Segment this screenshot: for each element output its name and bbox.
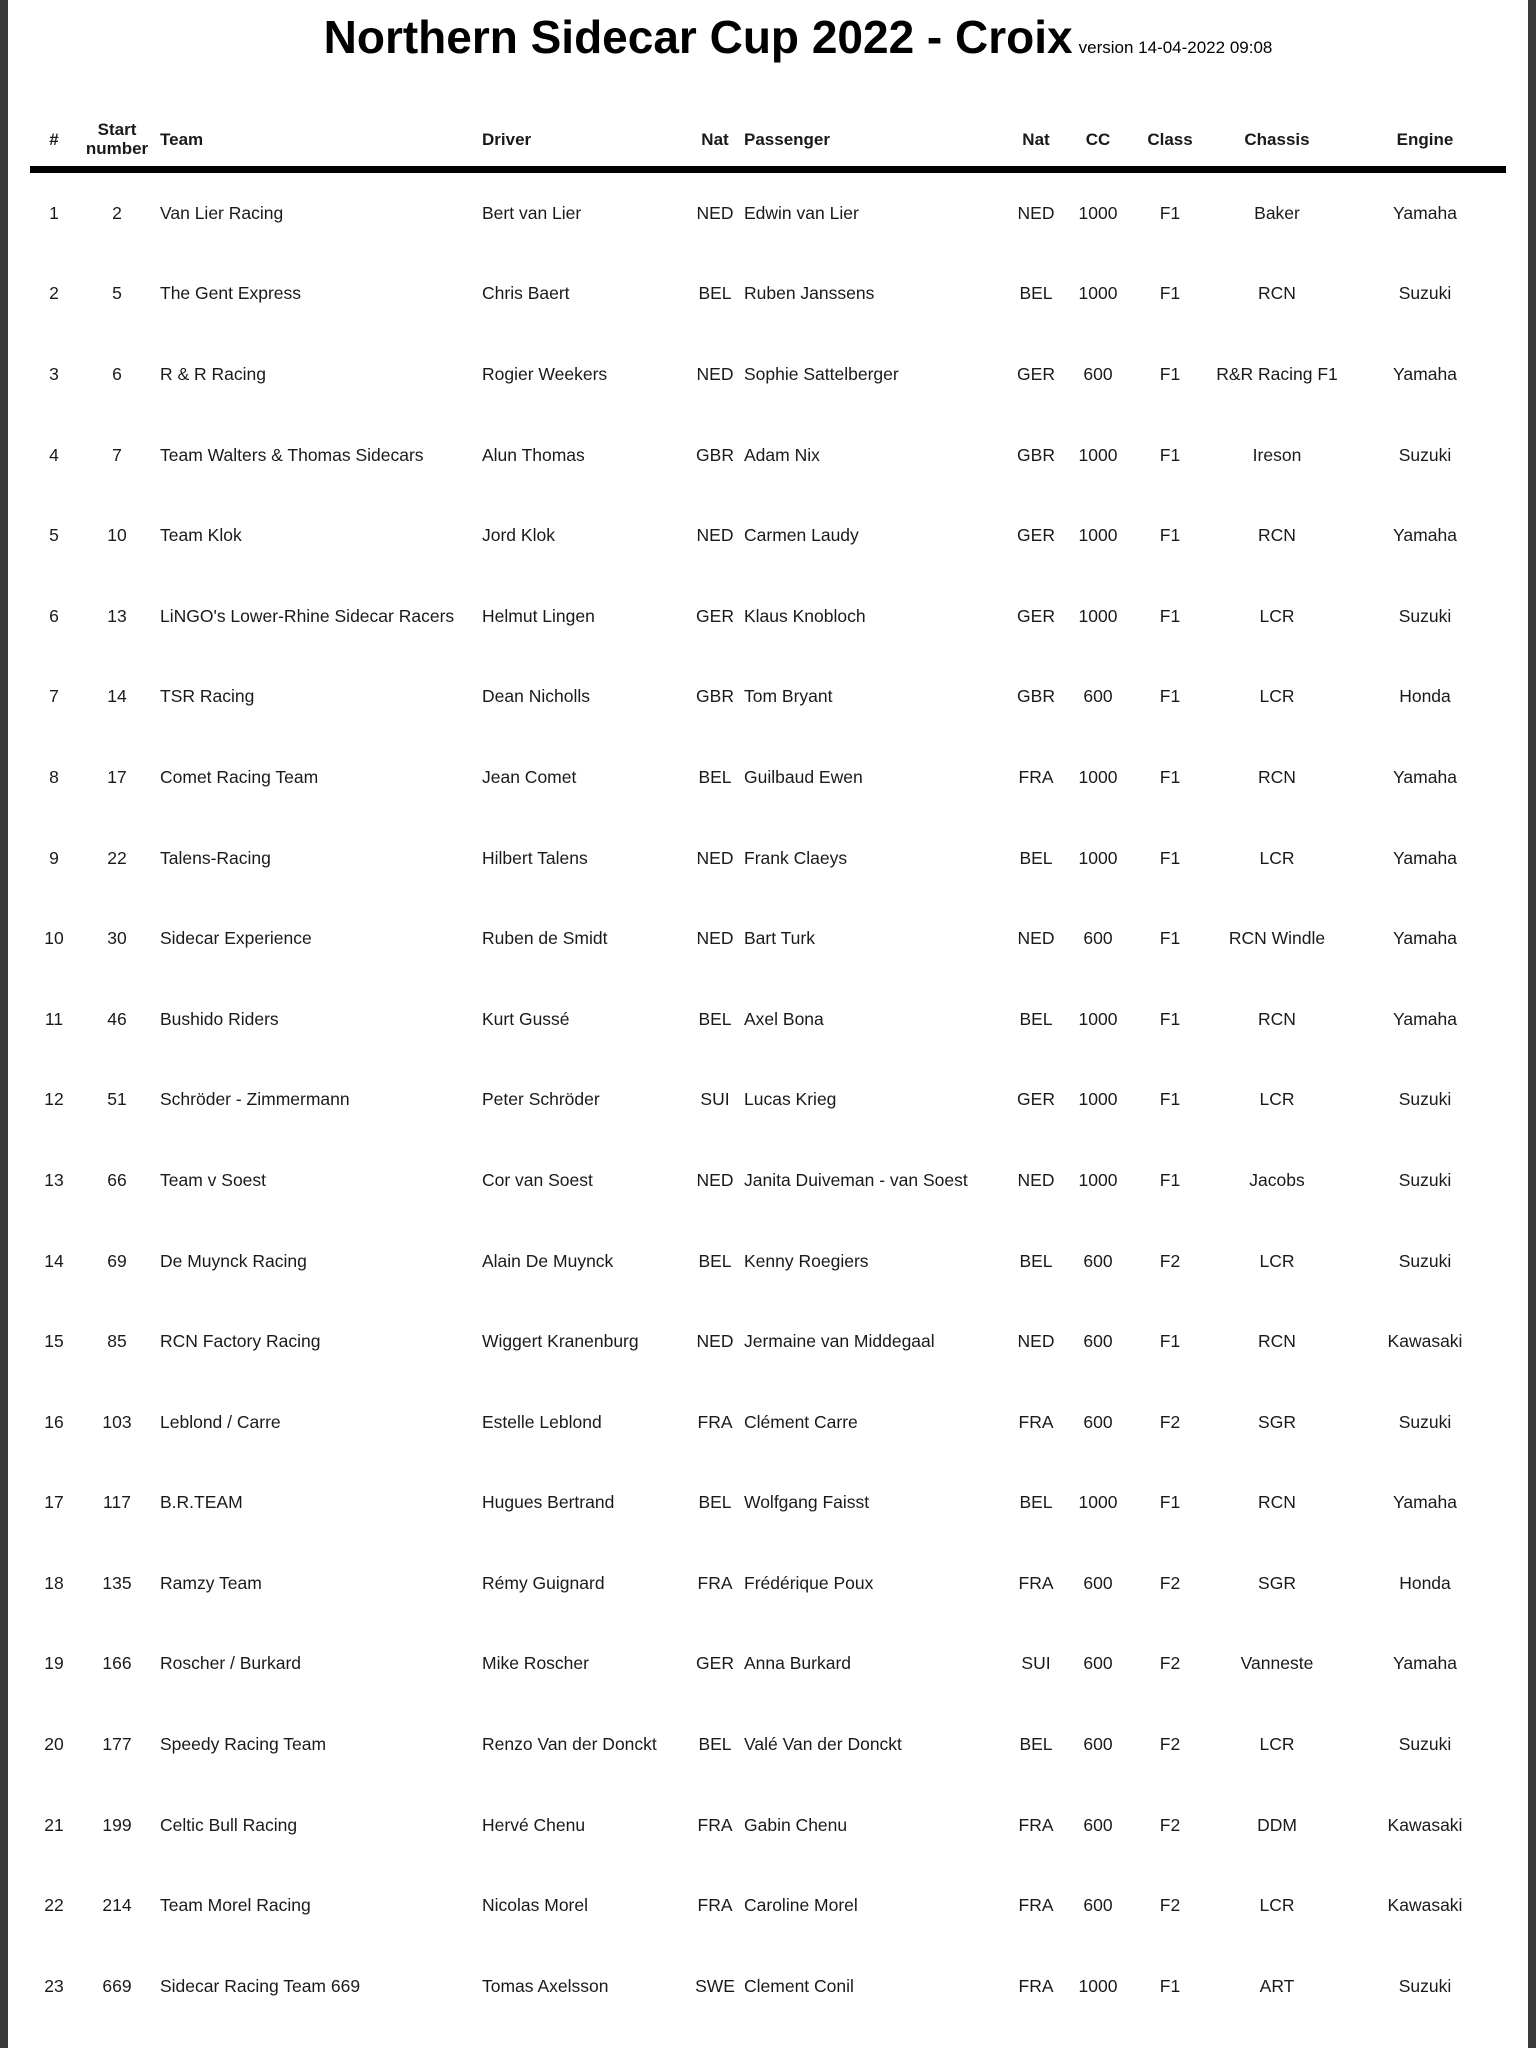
cell-team: Team Morel Racing (160, 1895, 311, 1916)
cell-driver-nat: GER (696, 605, 734, 626)
cell-chassis: SGR (1258, 1411, 1296, 1432)
cell-passenger: Kenny Roegiers (744, 1250, 869, 1271)
cell-pos: 16 (44, 1411, 64, 1432)
cell-class: F1 (1159, 1975, 1181, 1996)
entry-list-table (30, 116, 1506, 2027)
cell-driver-nat: NED (696, 363, 734, 384)
cell-start-number: 14 (107, 686, 127, 707)
cell-cc: 600 (1083, 1250, 1113, 1271)
cell-class: F1 (1159, 1008, 1181, 1029)
cell-cc: 600 (1083, 1895, 1113, 1916)
cell-chassis: RCN (1258, 766, 1296, 787)
cell-driver-nat: NED (696, 847, 734, 868)
cell-class: F1 (1159, 928, 1181, 949)
cell-engine: Suzuki (1398, 1975, 1452, 1996)
table-row (30, 979, 1506, 1060)
cell-team: Team v Soest (160, 1169, 267, 1190)
cell-cc: 600 (1083, 1331, 1113, 1352)
cell-start-number: 46 (107, 1008, 127, 1029)
cell-chassis: LCR (1259, 847, 1295, 868)
cell-team: LiNGO's Lower-Rhine Sidecar Racers (160, 605, 455, 626)
cell-cc: 1000 (1078, 1975, 1118, 1996)
cell-pos: 21 (44, 1814, 64, 1835)
title-row (8, 0, 1528, 74)
cell-passenger: Tom Bryant (744, 686, 833, 707)
cell-start-number: 214 (102, 1895, 132, 1916)
cell-chassis: ART (1259, 1975, 1295, 1996)
cell-start-number: 6 (112, 363, 122, 384)
column-header-engine: Engine (1344, 116, 1506, 170)
cell-class: F2 (1159, 1734, 1181, 1755)
cell-passenger-nat: BEL (1019, 1734, 1053, 1755)
column-header-team: Team (156, 116, 478, 170)
cell-pos: 1 (49, 202, 59, 223)
cell-driver: Mike Roscher (482, 1653, 589, 1674)
cell-team: Van Lier Racing (160, 202, 284, 223)
table-row (30, 1221, 1506, 1302)
cell-team: R & R Racing (160, 363, 267, 384)
cell-passenger: Ruben Janssens (744, 283, 875, 304)
cell-class: F2 (1159, 1572, 1181, 1593)
cell-team: Talens-Racing (160, 847, 271, 868)
cell-pos: 3 (49, 363, 59, 384)
cell-passenger-nat: NED (1017, 1169, 1055, 1190)
cell-class: F1 (1159, 363, 1181, 384)
cell-engine: Suzuki (1398, 1169, 1452, 1190)
table-row (30, 1785, 1506, 1866)
cell-chassis: RCN (1258, 1331, 1296, 1352)
cell-cc: 1000 (1078, 766, 1118, 787)
cell-team: Schröder - Zimmermann (160, 1089, 350, 1110)
cell-driver: Kurt Gussé (482, 1008, 570, 1029)
cell-cc: 1000 (1078, 283, 1118, 304)
cell-passenger: Bart Turk (744, 928, 815, 949)
cell-cc: 1000 (1078, 1089, 1118, 1110)
cell-cc: 600 (1083, 1411, 1113, 1432)
column-header-driver-nat: Nat (690, 116, 740, 170)
cell-engine: Honda (1399, 1572, 1451, 1593)
cell-passenger-nat: GER (1017, 525, 1055, 546)
cell-passenger: Gabin Chenu (744, 1814, 848, 1835)
cell-team: Sidecar Racing Team 669 (160, 1975, 361, 1996)
cell-start-number: 135 (102, 1572, 132, 1593)
cell-passenger-nat: BEL (1019, 847, 1053, 868)
cell-start-number: 7 (112, 444, 122, 465)
cell-cc: 600 (1083, 1572, 1113, 1593)
cell-passenger: Frédérique Poux (744, 1572, 874, 1593)
cell-engine: Suzuki (1398, 1089, 1452, 1110)
cell-pos: 14 (44, 1250, 64, 1271)
cell-driver-nat: GER (696, 1653, 734, 1674)
cell-passenger: Frank Claeys (744, 847, 848, 868)
cell-passenger-nat: GBR (1017, 686, 1055, 707)
cell-engine: Suzuki (1398, 444, 1452, 465)
cell-driver-nat: FRA (697, 1895, 733, 1916)
cell-driver-nat: GBR (696, 686, 734, 707)
cell-passenger-nat: BEL (1019, 1492, 1053, 1513)
cell-pos: 13 (44, 1169, 64, 1190)
cell-passenger-nat: FRA (1018, 1814, 1054, 1835)
cell-passenger-nat: BEL (1019, 1250, 1053, 1271)
column-header-passenger-nat: Nat (1006, 116, 1066, 170)
cell-engine: Yamaha (1393, 202, 1457, 223)
cell-passenger: Valé Van der Donckt (744, 1734, 902, 1755)
table-row (30, 170, 1506, 254)
cell-pos: 4 (49, 444, 59, 465)
cell-chassis: SGR (1258, 1572, 1296, 1593)
table-row (30, 1865, 1506, 1946)
cell-start-number: 22 (107, 847, 127, 868)
cell-team: Celtic Bull Racing (160, 1814, 298, 1835)
cell-engine: Yamaha (1393, 928, 1457, 949)
cell-start-number: 66 (107, 1169, 127, 1190)
cell-passenger-nat: SUI (1021, 1653, 1051, 1674)
cell-engine: Kawasaki (1387, 1331, 1463, 1352)
cell-team: Bushido Riders (160, 1008, 279, 1029)
table-row (30, 254, 1506, 335)
cell-cc: 1000 (1078, 1169, 1118, 1190)
cell-cc: 600 (1083, 1734, 1113, 1755)
cell-team: Sidecar Experience (160, 928, 312, 949)
column-header-pos: # (30, 116, 78, 170)
cell-chassis: Jacobs (1249, 1169, 1305, 1190)
column-header-start-number: Start number (78, 116, 156, 170)
cell-passenger-nat: FRA (1018, 1895, 1054, 1916)
cell-team: Speedy Racing Team (160, 1734, 327, 1755)
table-row (30, 1946, 1506, 2027)
cell-driver: Chris Baert (482, 283, 570, 304)
cell-pos: 12 (44, 1089, 64, 1110)
cell-chassis: LCR (1259, 1089, 1295, 1110)
table-row (30, 495, 1506, 576)
cell-team: RCN Factory Racing (160, 1331, 321, 1352)
cell-engine: Honda (1399, 686, 1451, 707)
cell-driver: Helmut Lingen (482, 605, 595, 626)
cell-pos: 18 (44, 1572, 64, 1593)
cell-passenger-nat: FRA (1018, 1411, 1054, 1432)
table-row (30, 576, 1506, 657)
table-body (30, 170, 1506, 2027)
cell-cc: 1000 (1078, 525, 1118, 546)
cell-class: F1 (1159, 202, 1181, 223)
cell-driver-nat: BEL (698, 1492, 732, 1513)
cell-start-number: 103 (102, 1411, 132, 1432)
cell-pos: 19 (44, 1653, 64, 1674)
table-row (30, 818, 1506, 899)
cell-driver: Alun Thomas (482, 444, 585, 465)
cell-start-number: 199 (102, 1814, 132, 1835)
cell-start-number: 13 (107, 605, 127, 626)
cell-cc: 1000 (1078, 847, 1118, 868)
cell-cc: 600 (1083, 686, 1113, 707)
cell-engine: Kawasaki (1387, 1814, 1463, 1835)
cell-class: F1 (1159, 283, 1181, 304)
cell-class: F1 (1159, 1331, 1181, 1352)
cell-team: B.R.TEAM (160, 1492, 243, 1513)
column-header-cc: CC (1066, 116, 1130, 170)
cell-chassis: RCN (1258, 1008, 1296, 1029)
cell-passenger: Jermaine van Middegaal (744, 1331, 935, 1352)
cell-class: F1 (1159, 1169, 1181, 1190)
cell-driver: Hilbert Talens (482, 847, 588, 868)
cell-passenger-nat: BEL (1019, 1008, 1053, 1029)
cell-engine: Suzuki (1398, 283, 1452, 304)
cell-start-number: 51 (107, 1089, 127, 1110)
table-row (30, 1463, 1506, 1544)
cell-pos: 23 (44, 1975, 64, 1996)
cell-driver-nat: NED (696, 202, 734, 223)
cell-chassis: RCN (1258, 283, 1296, 304)
cell-driver-nat: NED (696, 525, 734, 546)
cell-driver-nat: NED (696, 1169, 734, 1190)
cell-start-number: 117 (103, 1492, 131, 1513)
cell-class: F2 (1159, 1250, 1181, 1271)
cell-driver: Peter Schröder (482, 1089, 600, 1110)
cell-passenger-nat: GER (1017, 363, 1055, 384)
cell-start-number: 669 (102, 1975, 132, 1996)
cell-passenger: Clement Conil (744, 1975, 854, 1996)
cell-cc: 600 (1083, 928, 1113, 949)
cell-chassis: LCR (1259, 686, 1295, 707)
cell-driver: Dean Nicholls (482, 686, 590, 707)
table-row (30, 1624, 1506, 1705)
cell-team: Comet Racing Team (160, 766, 319, 787)
cell-passenger: Adam Nix (744, 444, 820, 465)
cell-passenger: Guilbaud Ewen (744, 766, 863, 787)
cell-driver-nat: SUI (700, 1089, 730, 1110)
cell-team: TSR Racing (160, 686, 255, 707)
cell-pos: 8 (49, 766, 59, 787)
cell-cc: 1000 (1078, 605, 1118, 626)
cell-pos: 9 (49, 847, 59, 868)
cell-engine: Yamaha (1393, 1008, 1457, 1029)
document-page (8, 0, 1528, 2048)
cell-driver: Jord Klok (482, 525, 555, 546)
cell-start-number: 85 (107, 1331, 127, 1352)
cell-driver: Nicolas Morel (482, 1895, 588, 1916)
cell-chassis: LCR (1259, 1250, 1295, 1271)
table-row (30, 1301, 1506, 1382)
cell-chassis: RCN (1258, 525, 1296, 546)
cell-driver-nat: SWE (695, 1975, 735, 1996)
cell-chassis: R&R Racing F1 (1216, 363, 1338, 384)
cell-driver: Alain De Muynck (482, 1250, 614, 1271)
cell-driver: Rémy Guignard (482, 1572, 605, 1593)
cell-engine: Kawasaki (1387, 1895, 1463, 1916)
cell-cc: 600 (1083, 1814, 1113, 1835)
version-label: version 14-04-2022 09:08 (1078, 38, 1273, 57)
cell-cc: 600 (1083, 363, 1113, 384)
cell-class: F1 (1159, 605, 1181, 626)
cell-engine: Yamaha (1393, 766, 1457, 787)
table-row (30, 1543, 1506, 1624)
cell-passenger: Clément Carre (744, 1411, 858, 1432)
cell-chassis: LCR (1259, 1895, 1295, 1916)
cell-passenger-nat: NED (1017, 928, 1055, 949)
cell-start-number: 177 (102, 1734, 132, 1755)
cell-pos: 20 (44, 1734, 64, 1755)
page-title: Northern Sidecar Cup 2022 - Croix (323, 11, 1073, 63)
table-row (30, 657, 1506, 738)
cell-pos: 2 (49, 283, 59, 304)
cell-driver-nat: BEL (698, 766, 732, 787)
cell-driver-nat: BEL (698, 1250, 732, 1271)
cell-passenger: Edwin van Lier (744, 202, 859, 223)
cell-cc: 1000 (1078, 444, 1118, 465)
cell-start-number: 69 (107, 1250, 127, 1271)
cell-driver-nat: BEL (698, 1734, 732, 1755)
table-row (30, 1382, 1506, 1463)
cell-engine: Yamaha (1393, 847, 1457, 868)
cell-team: Roscher / Burkard (160, 1653, 302, 1674)
cell-driver: Jean Comet (482, 766, 577, 787)
cell-pos: 6 (49, 605, 59, 626)
cell-cc: 1000 (1078, 202, 1118, 223)
table-row (30, 737, 1506, 818)
cell-team: The Gent Express (160, 283, 302, 304)
cell-engine: Yamaha (1393, 1653, 1457, 1674)
cell-class: F2 (1159, 1653, 1181, 1674)
cell-passenger-nat: GER (1017, 605, 1055, 626)
table-header-row (30, 116, 1506, 170)
cell-passenger: Carmen Laudy (744, 525, 859, 546)
cell-pos: 5 (49, 525, 59, 546)
cell-passenger: Caroline Morel (744, 1895, 858, 1916)
cell-start-number: 30 (107, 928, 127, 949)
cell-chassis: RCN (1258, 1492, 1296, 1513)
cell-passenger: Lucas Krieg (744, 1089, 837, 1110)
cell-passenger-nat: GBR (1017, 444, 1055, 465)
table-row (30, 334, 1506, 415)
cell-passenger: Sophie Sattelberger (744, 363, 899, 384)
cell-driver-nat: NED (696, 928, 734, 949)
cell-driver-nat: BEL (698, 283, 732, 304)
table-row (30, 898, 1506, 979)
cell-team: Leblond / Carre (160, 1411, 281, 1432)
cell-team: Ramzy Team (160, 1572, 262, 1593)
cell-passenger: Klaus Knobloch (744, 605, 866, 626)
cell-passenger-nat: FRA (1018, 1572, 1054, 1593)
cell-class: F1 (1159, 1089, 1181, 1110)
cell-passenger: Anna Burkard (744, 1653, 852, 1674)
table-row (30, 1704, 1506, 1785)
cell-chassis: LCR (1259, 1734, 1295, 1755)
cell-driver-nat: NED (696, 1331, 734, 1352)
cell-passenger: Wolfgang Faisst (744, 1492, 870, 1513)
cell-driver-nat: FRA (697, 1572, 733, 1593)
cell-passenger-nat: NED (1017, 1331, 1055, 1352)
cell-engine: Suzuki (1398, 1250, 1452, 1271)
cell-start-number: 10 (107, 525, 127, 546)
cell-engine: Yamaha (1393, 525, 1457, 546)
column-header-chassis: Chassis (1210, 116, 1344, 170)
cell-driver-nat: BEL (698, 1008, 732, 1029)
cell-passenger-nat: NED (1017, 202, 1055, 223)
cell-class: F1 (1159, 525, 1181, 546)
cell-cc: 600 (1083, 1653, 1113, 1674)
cell-driver: Ruben de Smidt (482, 928, 608, 949)
cell-engine: Suzuki (1398, 1734, 1452, 1755)
cell-pos: 7 (49, 686, 59, 707)
cell-class: F1 (1159, 766, 1181, 787)
cell-chassis: DDM (1257, 1814, 1297, 1835)
cell-passenger: Axel Bona (744, 1008, 824, 1029)
table-row (30, 1060, 1506, 1141)
cell-chassis: Baker (1254, 202, 1300, 223)
cell-chassis: Vanneste (1240, 1653, 1314, 1674)
table-row (30, 1140, 1506, 1221)
cell-driver: Hugues Bertrand (482, 1492, 615, 1513)
cell-class: F1 (1159, 1492, 1181, 1513)
cell-pos: 17 (44, 1492, 64, 1513)
cell-driver: Wiggert Kranenburg (482, 1331, 639, 1352)
cell-driver-nat: FRA (697, 1411, 733, 1432)
cell-driver: Cor van Soest (482, 1169, 593, 1190)
cell-team: De Muynck Racing (160, 1250, 307, 1271)
cell-cc: 1000 (1078, 1008, 1118, 1029)
cell-driver: Estelle Leblond (482, 1411, 602, 1432)
column-header-passenger: Passenger (740, 116, 1006, 170)
cell-pos: 15 (44, 1331, 64, 1352)
cell-pos: 10 (44, 928, 64, 949)
cell-passenger: Janita Duiveman - van Soest (744, 1169, 968, 1190)
cell-start-number: 17 (107, 766, 127, 787)
cell-class: F1 (1159, 847, 1181, 868)
cell-engine: Suzuki (1398, 605, 1452, 626)
cell-chassis: LCR (1259, 605, 1295, 626)
cell-engine: Suzuki (1398, 1411, 1452, 1432)
cell-driver: Bert van Lier (482, 202, 582, 223)
column-header-class: Class (1130, 116, 1210, 170)
cell-pos: 22 (44, 1895, 64, 1916)
cell-passenger-nat: FRA (1018, 1975, 1054, 1996)
cell-passenger-nat: GER (1017, 1089, 1055, 1110)
cell-passenger-nat: BEL (1019, 283, 1053, 304)
cell-driver-nat: GBR (696, 444, 734, 465)
cell-class: F2 (1159, 1895, 1181, 1916)
cell-start-number: 2 (112, 202, 122, 223)
cell-class: F1 (1159, 686, 1181, 707)
cell-driver-nat: FRA (697, 1814, 733, 1835)
cell-start-number: 5 (112, 283, 122, 304)
cell-class: F2 (1159, 1814, 1181, 1835)
cell-driver: Hervé Chenu (482, 1814, 586, 1835)
cell-class: F1 (1159, 444, 1181, 465)
cell-driver: Renzo Van der Donckt (482, 1734, 657, 1755)
cell-engine: Yamaha (1393, 1492, 1457, 1513)
cell-passenger-nat: FRA (1018, 766, 1054, 787)
table-row (30, 415, 1506, 496)
cell-pos: 11 (44, 1008, 64, 1029)
cell-engine: Yamaha (1393, 363, 1457, 384)
cell-driver: Tomas Axelsson (482, 1975, 609, 1996)
cell-class: F2 (1159, 1411, 1181, 1432)
cell-cc: 1000 (1078, 1492, 1118, 1513)
cell-team: Team Klok (160, 525, 242, 546)
cell-driver: Rogier Weekers (482, 363, 608, 384)
cell-start-number: 166 (102, 1653, 132, 1674)
cell-team: Team Walters & Thomas Sidecars (160, 444, 424, 465)
column-header-driver: Driver (478, 116, 690, 170)
cell-chassis: RCN Windle (1228, 928, 1326, 949)
cell-chassis: Ireson (1252, 444, 1302, 465)
